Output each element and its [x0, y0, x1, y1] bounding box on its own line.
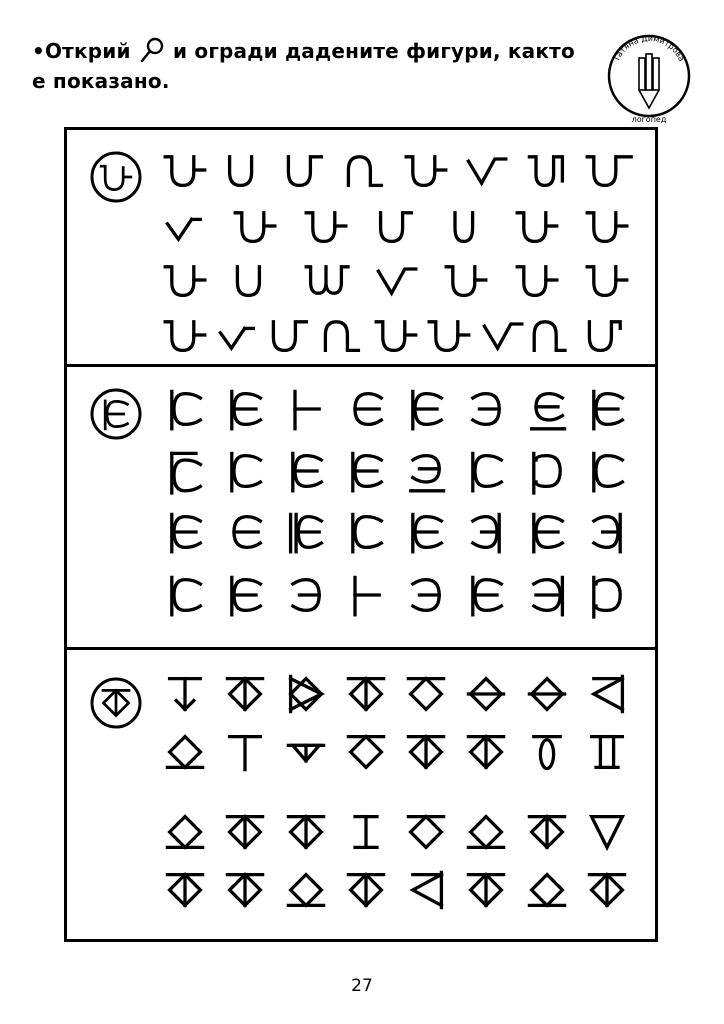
uu-symbol[interactable]	[163, 313, 207, 357]
arrow-t-symbol[interactable]	[163, 672, 207, 716]
uu-symbol[interactable]	[515, 258, 559, 302]
target-symbol-diamond-shapes	[89, 676, 143, 730]
diamond-ul-symbol[interactable]	[525, 868, 569, 912]
page-number: 27	[351, 976, 373, 996]
diamond-ul-symbol[interactable]	[464, 810, 508, 854]
c-bar-symbol[interactable]	[344, 510, 388, 554]
uu-symbol[interactable]	[163, 148, 207, 192]
e-bar-symbol[interactable]	[404, 510, 448, 554]
e-bar-symbol[interactable]	[163, 510, 207, 554]
worksheet-frame	[64, 127, 658, 942]
uu-symbol[interactable]	[163, 258, 207, 302]
tri-left-symbol[interactable]	[585, 672, 629, 716]
pencils-icon	[639, 54, 659, 108]
e-bar-symbol[interactable]	[223, 573, 267, 617]
diamond-t-symbol[interactable]	[163, 868, 207, 912]
kite-l-symbol[interactable]	[284, 672, 328, 716]
v-bar-symbol[interactable]	[480, 313, 524, 357]
v-tick-symbol[interactable]	[163, 204, 207, 248]
diamond-symbol[interactable]	[404, 810, 448, 854]
diamond-t-symbol[interactable]	[464, 868, 508, 912]
p-bar-symbol[interactable]	[525, 449, 569, 493]
zero-t-symbol[interactable]	[525, 730, 569, 774]
p-bar-symbol[interactable]	[585, 573, 629, 617]
e-ul-symbol[interactable]	[525, 387, 569, 431]
ee-symbol[interactable]	[404, 573, 448, 617]
c-bar-symbol[interactable]	[163, 573, 207, 617]
c-bar-symbol[interactable]	[223, 449, 267, 493]
n2-symbol[interactable]	[344, 148, 388, 192]
uu-symbol[interactable]	[585, 258, 629, 302]
logo-top-text: Татяна Димитрова	[611, 33, 687, 63]
n2-symbol[interactable]	[321, 313, 365, 357]
diamond-t-symbol[interactable]	[223, 868, 267, 912]
diamond-t-symbol[interactable]	[223, 810, 267, 854]
e-bar-symbol[interactable]	[223, 387, 267, 431]
magnifier-icon	[140, 37, 164, 63]
e-bar-symbol[interactable]	[404, 387, 448, 431]
author-logo	[606, 28, 692, 126]
i-beam-symbol[interactable]	[344, 810, 388, 854]
e-bar-symbol[interactable]	[284, 449, 328, 493]
e-bar-symbol[interactable]	[344, 449, 388, 493]
n-u-symbol[interactable]	[532, 313, 576, 357]
c-bar-symbol[interactable]	[585, 449, 629, 493]
diamond-t-symbol[interactable]	[284, 810, 328, 854]
diamond-t-symbol[interactable]	[525, 810, 569, 854]
u-hook-symbol[interactable]	[525, 148, 569, 192]
target-symbol-u-shapes	[89, 150, 143, 204]
c-bar-symbol[interactable]	[464, 449, 508, 493]
uu-symbol[interactable]	[233, 204, 277, 248]
u-tick-symbol[interactable]	[585, 313, 629, 357]
diamond-ul-symbol[interactable]	[163, 730, 207, 774]
ee-mid-symbol[interactable]	[525, 573, 569, 617]
u-u-symbol[interactable]	[233, 258, 277, 302]
uu-l-symbol[interactable]	[269, 313, 313, 357]
instruction-part-1: •Открий	[32, 39, 131, 63]
uu-l-symbol[interactable]	[284, 148, 328, 192]
tri-left-symbol[interactable]	[404, 868, 448, 912]
uu-symbol[interactable]	[427, 313, 471, 357]
tri-down-small-symbol[interactable]	[284, 730, 328, 774]
diamond-t-symbol[interactable]	[223, 672, 267, 716]
e-bar-symbol[interactable]	[585, 387, 629, 431]
rev-c-symbol[interactable]	[585, 510, 629, 554]
e-bar-symbol[interactable]	[525, 510, 569, 554]
e-triple-symbol[interactable]	[284, 510, 328, 554]
diamond-ul-symbol[interactable]	[163, 810, 207, 854]
ee-symbol[interactable]	[464, 387, 508, 431]
diamond-t-symbol[interactable]	[344, 868, 388, 912]
e-c-symbol[interactable]	[223, 510, 267, 554]
uu-symbol[interactable]	[374, 313, 418, 357]
uu-symbol[interactable]	[515, 204, 559, 248]
u2-symbol[interactable]	[223, 148, 267, 192]
tri-down-symbol[interactable]	[585, 810, 629, 854]
diamond-mid-symbol[interactable]	[525, 672, 569, 716]
t-side-symbol[interactable]	[284, 387, 328, 431]
diamond-t-symbol[interactable]	[344, 672, 388, 716]
e-c-symbol[interactable]	[344, 387, 388, 431]
e-bar-symbol[interactable]	[464, 573, 508, 617]
diamond-ul-symbol[interactable]	[284, 868, 328, 912]
pi-t-symbol[interactable]	[585, 730, 629, 774]
uu-symbol[interactable]	[444, 258, 488, 302]
uu-symbol[interactable]	[304, 204, 348, 248]
ee-ul-symbol[interactable]	[404, 449, 448, 493]
diamond-t-symbol[interactable]	[585, 868, 629, 912]
uu-symbol[interactable]	[404, 148, 448, 192]
u-only-symbol[interactable]	[444, 204, 488, 248]
diamond-t-symbol[interactable]	[404, 730, 448, 774]
u-bar-symbol[interactable]	[374, 204, 418, 248]
c-bar-symbol[interactable]	[163, 387, 207, 431]
uu-symbol[interactable]	[585, 204, 629, 248]
t-side-symbol[interactable]	[344, 573, 388, 617]
logo-bottom-text: логопед	[631, 115, 667, 124]
instruction-text	[32, 36, 592, 96]
diamond-symbol[interactable]	[404, 672, 448, 716]
section-divider	[67, 364, 655, 367]
diamond-t-symbol[interactable]	[464, 730, 508, 774]
target-symbol-e-shapes	[89, 387, 143, 441]
v-bar-symbol[interactable]	[374, 258, 418, 302]
diamond-mid-symbol[interactable]	[464, 672, 508, 716]
diamond-symbol[interactable]	[344, 730, 388, 774]
v-bar-symbol[interactable]	[464, 148, 508, 192]
t-plain-symbol[interactable]	[223, 730, 267, 774]
rev-c-symbol[interactable]	[464, 510, 508, 554]
section-divider	[67, 647, 655, 650]
uu-line-symbol[interactable]	[585, 148, 629, 192]
c-top-symbol[interactable]	[163, 449, 207, 493]
v-tick-symbol[interactable]	[216, 313, 260, 357]
www-symbol[interactable]	[304, 258, 348, 302]
instruction-part-2: и огради дадените фигури, както е показано.	[32, 39, 575, 93]
ee-symbol[interactable]	[284, 573, 328, 617]
